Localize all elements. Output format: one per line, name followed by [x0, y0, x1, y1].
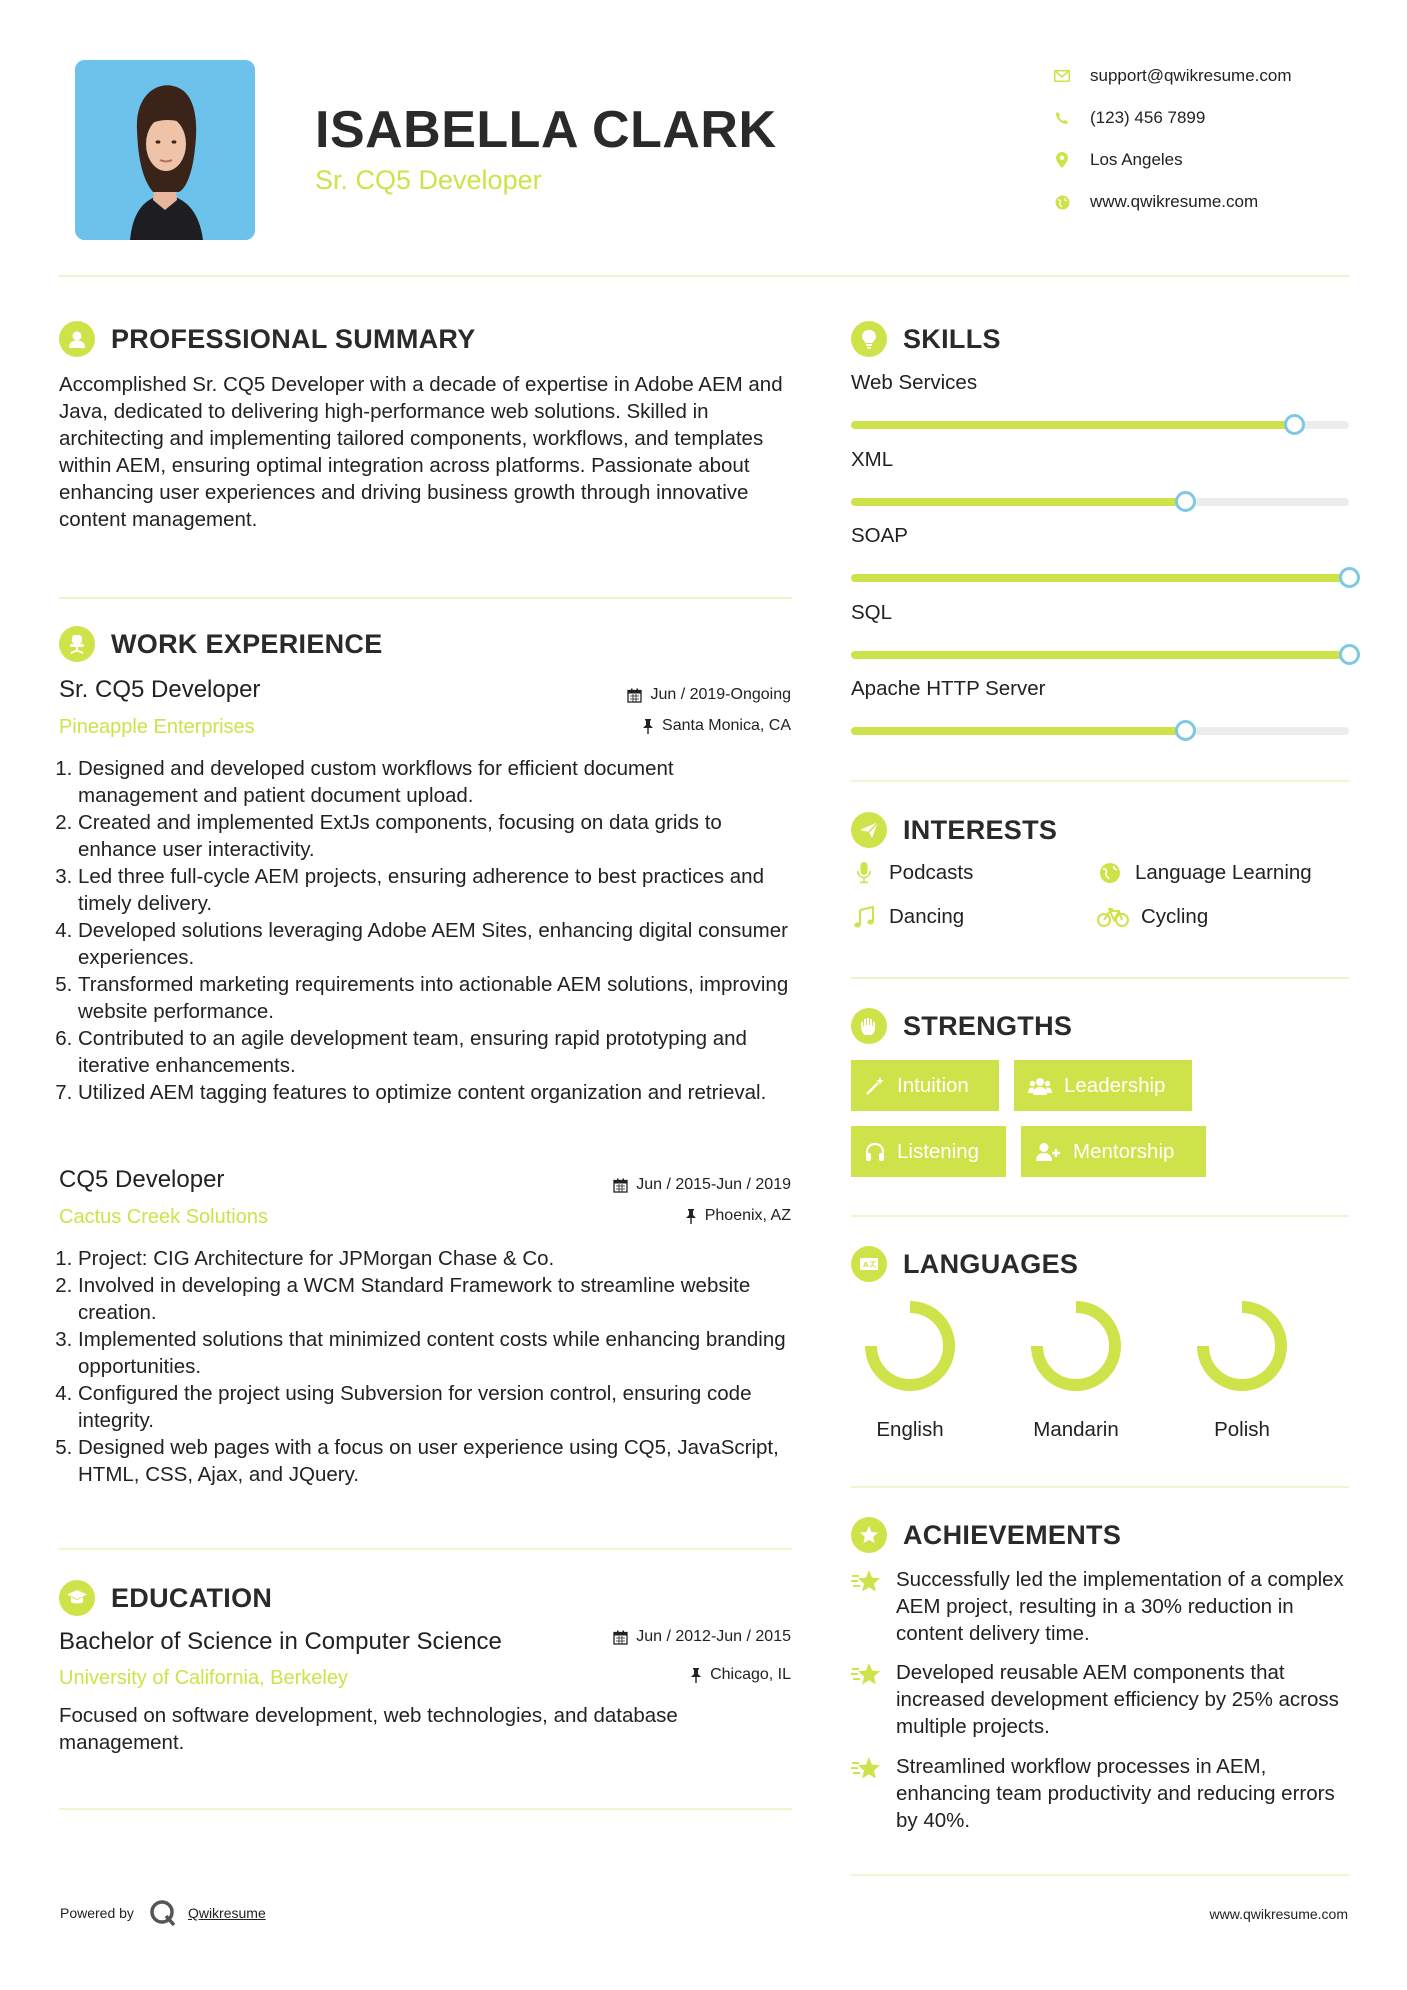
summary-heading [59, 321, 476, 357]
skill-bar-fill [851, 574, 1349, 582]
interest-item-podcasts [851, 861, 973, 885]
contact-block [1052, 55, 1292, 223]
globe-icon [1097, 862, 1123, 884]
language-item [840, 1296, 980, 1442]
skill-bar-knob [1284, 414, 1305, 435]
skill-item [851, 677, 1351, 735]
star-badge-icon [851, 1517, 887, 1553]
interest-label: Dancing [889, 905, 965, 928]
contact-location-text: Los Angeles [1090, 150, 1183, 169]
strength-label: Leadership [1064, 1073, 1166, 1097]
calendar-icon [613, 1178, 628, 1193]
contact-location [1052, 139, 1292, 181]
list-item: 4. Developed solutions leveraging Adobe AEM Sites, enhancing digital consumer experiences. [78, 917, 796, 971]
job-1-company: Pineapple Enterprises [59, 716, 255, 738]
skill-label: SQL [851, 601, 893, 624]
svg-text:A: A [863, 1261, 869, 1269]
education-divider [59, 1808, 792, 1810]
education-location-text: Chicago, IL [710, 1666, 791, 1683]
skill-bar [851, 574, 1349, 582]
header-divider [59, 275, 1349, 277]
globe-icon [1052, 192, 1072, 212]
strengths-title: STRENGTHS [903, 1010, 1073, 1041]
headphones-icon [865, 1142, 885, 1162]
skill-bar [851, 727, 1349, 735]
job-2-location-text: Phoenix, AZ [704, 1207, 791, 1224]
star-icon [851, 1566, 885, 1647]
skill-item [851, 524, 1351, 582]
job-1-title: Sr. CQ5 Developer [59, 676, 261, 703]
list-item: 5. Transformed marketing requirements into actionable AEM solutions, improving website performance. [78, 971, 796, 1025]
education-degree: Bachelor of Science in Computer Science [59, 1628, 502, 1655]
skill-label: Web Services [851, 371, 978, 394]
qwikresume-logo-icon [148, 1898, 178, 1928]
strength-label: Intuition [897, 1073, 969, 1097]
work-heading [59, 626, 383, 662]
education-title: EDUCATION [111, 1582, 273, 1613]
job-2-date [491, 1176, 791, 1194]
language-label: English [876, 1418, 944, 1441]
star-icon [851, 1753, 885, 1834]
interests-divider [851, 977, 1349, 979]
skill-bar-fill [851, 651, 1349, 659]
education-location [491, 1666, 791, 1684]
contact-email[interactable] [1052, 55, 1292, 97]
language-ring [1026, 1296, 1126, 1396]
map-pin-icon [1052, 150, 1072, 170]
skill-label: Apache HTTP Server [851, 677, 1046, 700]
phone-icon [1052, 108, 1072, 128]
list-item: 5. Designed web pages with a focus on user experience using CQ5, JavaScript, HTML, CSS, Ajax, and JQuery. [78, 1434, 796, 1488]
achievements-title: ACHIEVEMENTS [903, 1519, 1122, 1550]
achievement-text: Streamlined workflow processes in AEM, enhancing team productivity and reducing errors by 40%. [896, 1755, 1335, 1832]
skill-bar-fill [851, 498, 1185, 506]
list-item: 2. Created and implemented ExtJs components, focusing on data grids to enhance user interactivity. [78, 809, 796, 863]
pushpin-icon [642, 719, 654, 734]
skill-bar [851, 498, 1349, 506]
language-ring [860, 1296, 960, 1396]
interests-title: INTERESTS [903, 814, 1058, 845]
languages-heading [851, 1246, 1078, 1282]
footer-powered-by [60, 1898, 266, 1928]
lightbulb-icon [851, 321, 887, 357]
skill-label: XML [851, 448, 894, 471]
list-item: 4. Configured the project using Subversion for version control, ensuring code integrity. [78, 1380, 796, 1434]
achievements-heading [851, 1517, 1121, 1553]
list-item: 3. Led three full-cycle AEM projects, ensuring adherence to best practices and timely delivery. [78, 863, 796, 917]
language-label: Mandarin [1033, 1418, 1119, 1441]
strength-label: Listening [897, 1139, 980, 1163]
job-2-duties [58, 1245, 796, 1488]
list-item: 3. Implemented solutions that minimized content costs while enhancing branding opportunities. [78, 1326, 796, 1380]
list-item: 1. Designed and developed custom workflows for efficient document management and patient document upload. [78, 755, 796, 809]
calendar-icon [613, 1630, 628, 1645]
language-ring [1192, 1296, 1292, 1396]
job-2-title: CQ5 Developer [59, 1166, 225, 1193]
interests-heading [851, 812, 1057, 848]
interest-item-dancing [851, 905, 964, 929]
star-icon [851, 1659, 885, 1740]
pushpin-icon [685, 1209, 697, 1224]
group-icon [1028, 1076, 1052, 1096]
contact-website[interactable] [1052, 181, 1292, 223]
job-1-location-text: Santa Monica, CA [662, 717, 791, 734]
skill-item [851, 448, 1351, 506]
user-icon [59, 321, 95, 357]
skill-item [851, 371, 1351, 429]
strength-label: Mentorship [1073, 1139, 1175, 1163]
interest-label: Cycling [1141, 905, 1209, 928]
languages-divider [851, 1486, 1349, 1488]
education-date [491, 1628, 791, 1646]
envelope-icon [1052, 66, 1072, 86]
user-plus-icon [1035, 1142, 1061, 1162]
job-1-duties [58, 755, 796, 1106]
contact-email-text: support@qwikresume.com [1090, 66, 1292, 85]
education-heading [59, 1580, 272, 1616]
job-1-date [491, 686, 791, 704]
contact-phone[interactable] [1052, 97, 1292, 139]
music-note-icon [851, 906, 877, 928]
skills-title: SKILLS [903, 323, 1001, 354]
interest-label: Language Learning [1135, 861, 1312, 884]
skills-heading [851, 321, 1001, 357]
languages-title: LANGUAGES [903, 1248, 1079, 1279]
education-text: Focused on software development, web technologies, and database management. [59, 1704, 678, 1754]
summary-divider [59, 597, 792, 599]
calendar-icon [627, 688, 642, 703]
job-2-date-text: Jun / 2015-Jun / 2019 [636, 1176, 791, 1193]
skill-bar-knob [1175, 720, 1196, 741]
paper-plane-icon [851, 812, 887, 848]
skill-bar-fill [851, 727, 1185, 735]
graduate-icon [59, 1580, 95, 1616]
qwikresume-link[interactable]: Qwikresume [187, 1905, 266, 1921]
list-item: 1. Project: CIG Architecture for JPMorgan Chase & Co. [78, 1245, 796, 1272]
interest-item-cycling [1097, 905, 1208, 929]
pushpin-icon [690, 1668, 702, 1683]
skill-bar [851, 651, 1349, 659]
list-item: 6. Contributed to an agile development team, ensuring rapid prototyping and iterative enhancements. [78, 1025, 796, 1079]
work-title: WORK EXPERIENCE [111, 628, 383, 659]
skill-bar-knob [1339, 567, 1360, 588]
language-item [1006, 1296, 1146, 1442]
strength-chip-listening [851, 1126, 1006, 1177]
strength-chip-intuition [851, 1060, 999, 1111]
list-item: 7. Utilized AEM tagging features to optimize content organization and retrieval. [78, 1079, 796, 1106]
contact-website-text: www.qwikresume.com [1090, 192, 1259, 211]
skill-bar [851, 421, 1349, 429]
summary-title: PROFESSIONAL SUMMARY [111, 323, 476, 354]
hand-icon [851, 1008, 887, 1044]
interest-label: Podcasts [889, 861, 974, 884]
candidate-role: Sr. CQ5 Developer [315, 165, 542, 195]
strength-chip-leadership [1014, 1060, 1192, 1111]
achievements-divider [851, 1874, 1349, 1876]
list-item: 2. Involved in developing a WCM Standard Framework to streamline website creation. [78, 1272, 796, 1326]
powered-by-text: Powered by [60, 1905, 134, 1921]
job-1-date-text: Jun / 2019-Ongoing [650, 686, 791, 703]
achievement-item [851, 1566, 1361, 1647]
magic-wand-icon [865, 1076, 885, 1096]
bicycle-icon [1097, 907, 1129, 927]
skill-bar-knob [1175, 491, 1196, 512]
skill-bar-knob [1339, 644, 1360, 665]
skill-item [851, 601, 1351, 659]
interest-item-language-learning [1097, 861, 1312, 885]
footer-website[interactable]: www.qwikresume.com [1209, 1906, 1348, 1922]
contact-phone-text: (123) 456 7899 [1090, 108, 1206, 127]
office-chair-icon [59, 626, 95, 662]
microphone-icon [851, 862, 877, 884]
language-label: Polish [1214, 1418, 1270, 1441]
job-2-company: Cactus Creek Solutions [59, 1206, 268, 1228]
achievement-text: Successfully led the implementation of a complex AEM project, resulting in a 30% reduction in content delivery time. [896, 1568, 1344, 1645]
education-school: University of California, Berkeley [59, 1667, 348, 1689]
work-divider [59, 1548, 792, 1550]
profile-photo [75, 60, 255, 240]
language-icon [851, 1246, 887, 1282]
skill-label: SOAP [851, 524, 908, 547]
job-1-location [491, 717, 791, 735]
strengths-divider [851, 1215, 1349, 1217]
achievement-item [851, 1659, 1361, 1740]
skill-bar-fill [851, 421, 1294, 429]
summary-text: Accomplished Sr. CQ5 Developer with a decade of expertise in Adobe AEM and Java, dedicated to delivering high-performance web solutions. Skilled in architecting and implementing tailored components, workflows, and templates within AEM, ensuring optimal integration across platforms. Passionate about enhancing user experiences and driving business growth through innovative content management. [59, 373, 783, 531]
education-date-text: Jun / 2012-Jun / 2015 [636, 1628, 791, 1645]
achievement-text: Developed reusable AEM components that increased development efficiency by 25% across multiple projects. [896, 1661, 1339, 1738]
job-2-location [491, 1207, 791, 1225]
language-item [1172, 1296, 1312, 1442]
achievement-item [851, 1753, 1361, 1834]
skills-divider [851, 780, 1349, 782]
candidate-name: ISABELLA CLARK [315, 101, 777, 159]
strength-chip-mentorship [1021, 1126, 1206, 1177]
strengths-heading [851, 1008, 1072, 1044]
